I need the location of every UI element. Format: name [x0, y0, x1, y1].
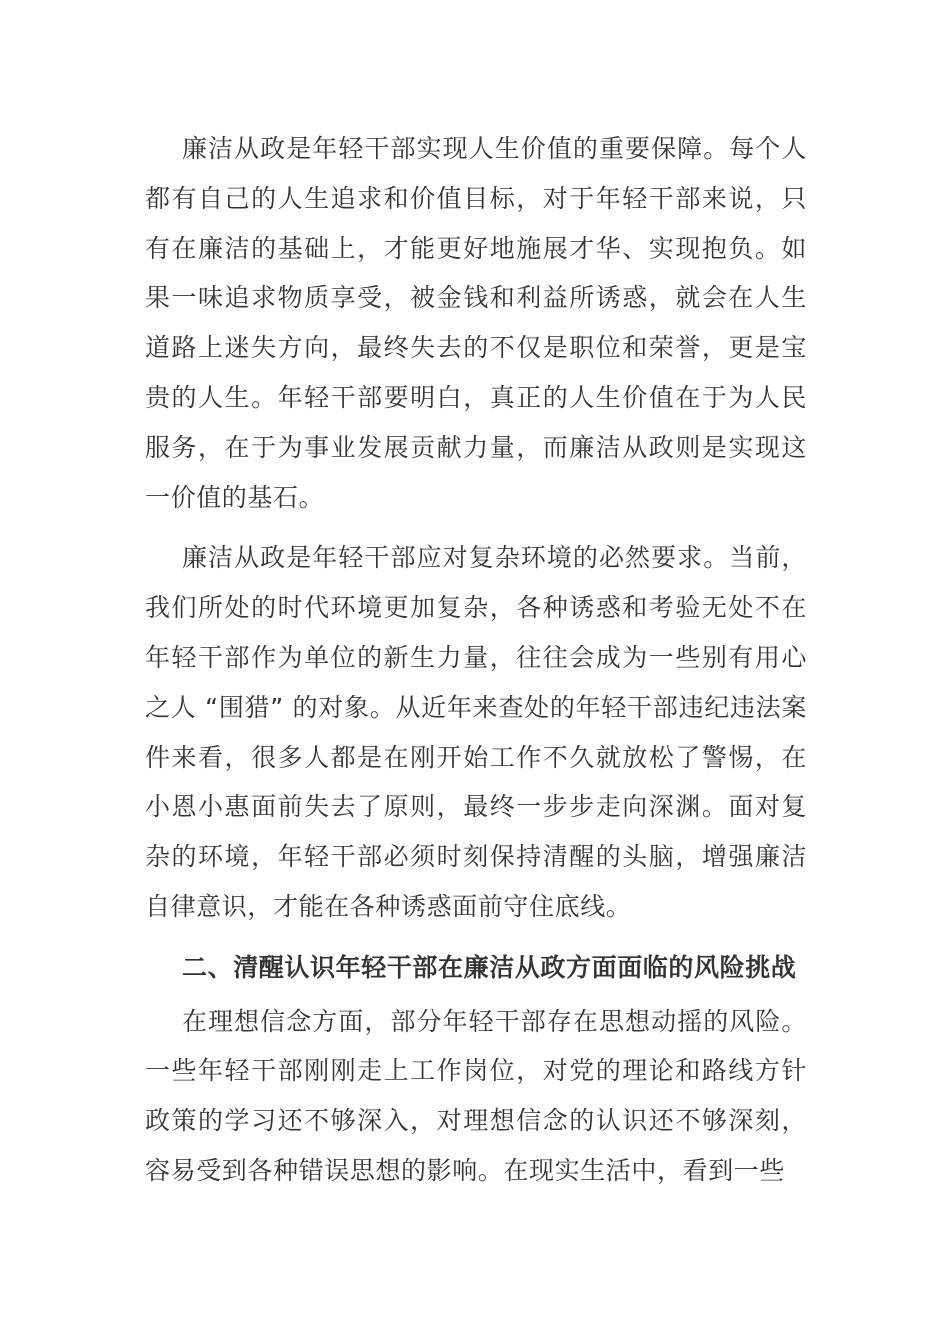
- body-paragraph-2: 廉洁从政是年轻干部应对复杂环境的必然要求。当前，我们所处的时代环境更加复杂，各种诱惑和考验无处不在年轻干部作为单位的新生力量，往往会成为一些别有用心之人 “围猎” 的对象。从近年来查处的年轻干部违纪违法案件来看，很多人都是在刚开始工作不久就放松了警惕，在小恩小惠面前失去了原则，最终一步步走向深渊。面对复杂的环境，年轻干部必须时刻保持清醒的头脑，增强廉洁自律意识，才能在各种诱惑面前守住底线。: [145, 543, 807, 921]
- section-heading: 二、清醒认识年轻干部在廉洁从政方面面临的风险挑战: [182, 952, 797, 982]
- body-paragraph-1: 廉洁从政是年轻干部实现人生价值的重要保障。每个人都有自己的人生追求和价值目标，对于年轻干部来说，只有在廉洁的基础上，才能更好地施展才华、实现抱负。如果一味追求物质享受，被金钱和利益所诱惑，就会在人生道路上迷失方向，最终失去的不仅是职位和荣誉，更是宝贵的人生。年轻干部要明白，真正的人生价值在于为人民服务，在于为事业发展贡献力量，而廉洁从政则是实现这一价值的基石。: [145, 134, 807, 512]
- document-page: [145, 124, 807, 1196]
- body-paragraph-3: 在理想信念方面，部分年轻干部存在思想动摇的风险。一些年轻干部刚刚走上工作岗位，对党的理论和路线方针政策的学习还不够深入，对理想信念的认识还不够深刻，容易受到各种错误思想的影响。在现实生活中，看到一些: [145, 1006, 807, 1185]
